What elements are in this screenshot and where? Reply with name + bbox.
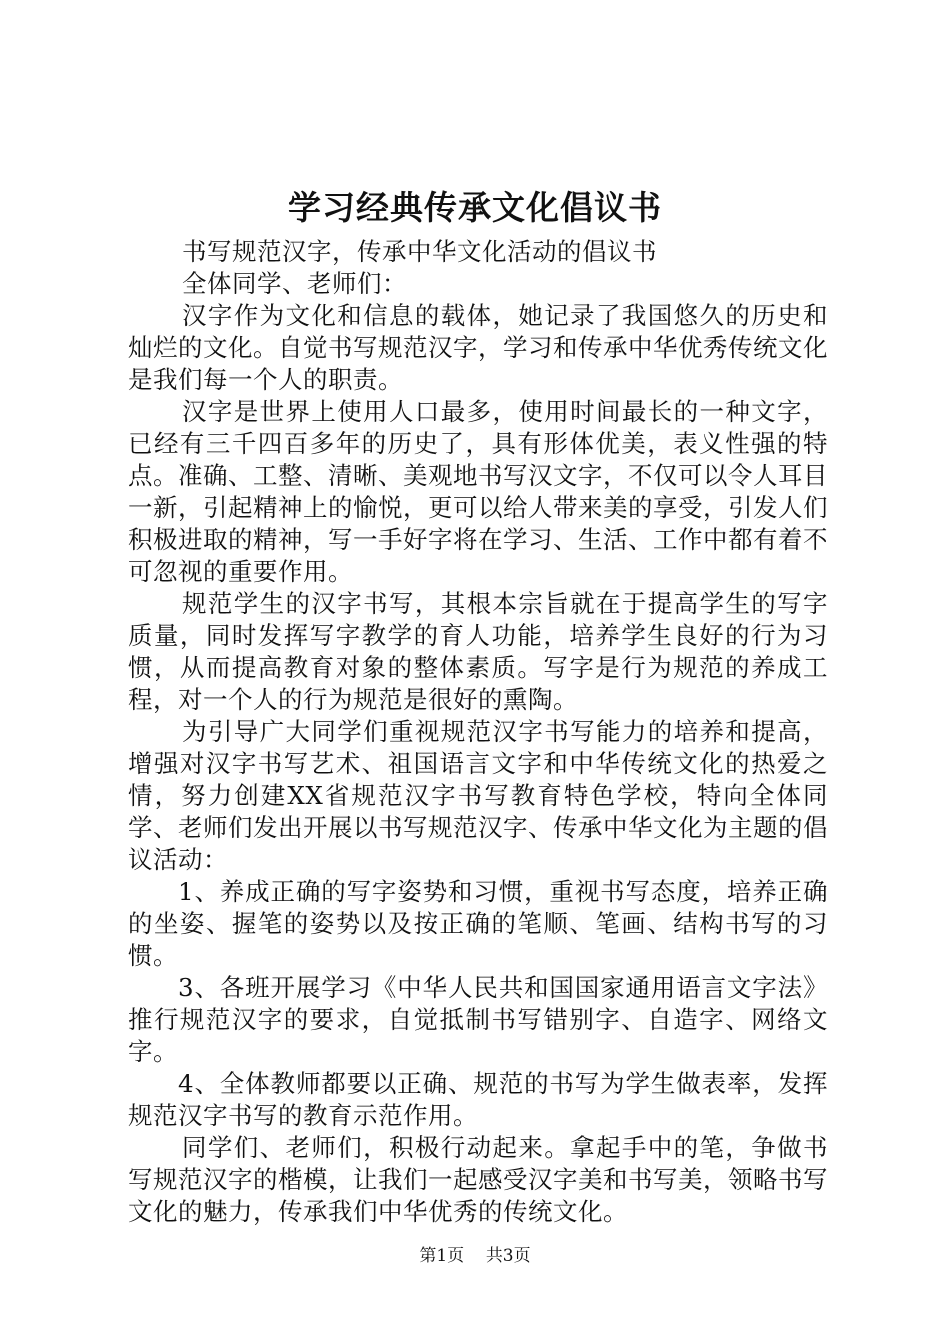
closing-paragraph: 同学们、老师们，积极行动起来。拿起手中的笔，争做书写规范汉字的楷模，让我们一起感受汉字美和书写美，领略书写文化的魅力，传承我们中华优秀的传统文化。 xyxy=(128,1133,828,1226)
paragraph: 规范学生的汉字书写，其根本宗旨就在于提高学生的写字质量，同时发挥写字教学的育人功能，培养学生良好的行为习惯，从而提高教育对象的整体素质。写字是行为规范的养成工程，对一个人的行为规范是很好的熏陶。 xyxy=(128,589,828,714)
list-item: 1、养成正确的写字姿势和习惯，重视书写态度，培养正确的坐姿、握笔的姿势以及按正确的笔顺、笔画、结构书写的习惯。 xyxy=(128,877,828,970)
list-item: 3、各班开展学习《中华人民共和国国家通用语言文字法》推行规范汉字的要求，自觉抵制书写错别字、自造字、网络文字。 xyxy=(128,973,828,1066)
paragraph: 为引导广大同学们重视规范汉字书写能力的培养和提高，增强对汉字书写艺术、祖国语言文字和中华传统文化的热爱之情，努力创建XX省规范汉字书写教育特色学校，特向全体同学、老师们发出开展以书写规范汉字、传承中华文化为主题的倡议活动： xyxy=(128,717,828,874)
subtitle-line: 书写规范汉字，传承中华文化活动的倡议书 xyxy=(182,237,657,266)
paragraph: 汉字作为文化和信息的载体，她记录了我国悠久的历史和灿烂的文化。自觉书写规范汉字，学习和传承中华优秀传统文化是我们每一个人的职责。 xyxy=(128,301,828,394)
document-body xyxy=(128,236,828,1228)
page-total: 共3页 xyxy=(485,1246,531,1266)
paragraph: 汉字是世界上使用人口最多，使用时间最长的一种文字，已经有三千四百多年的历史了，具有形体优美，表义性强的特点。准确、工整、清晰、美观地书写汉文字，不仅可以令人耳目一新，引起精神上的愉悦，更可以给人带来美的享受，引发人们积极进取的精神，写一手好字将在学习、生活、工作中都有着不可忽视的重要作用。 xyxy=(128,397,828,586)
page-footer xyxy=(0,1244,950,1268)
salutation: 全体同学、老师们： xyxy=(182,269,407,298)
page-number: 第1页 xyxy=(419,1246,465,1266)
document-title: 学习经典传承文化倡议书 xyxy=(288,188,662,227)
list-item: 4、全体教师都要以正确、规范的书写为学生做表率，发挥规范汉字书写的教育示范作用。 xyxy=(128,1069,828,1130)
